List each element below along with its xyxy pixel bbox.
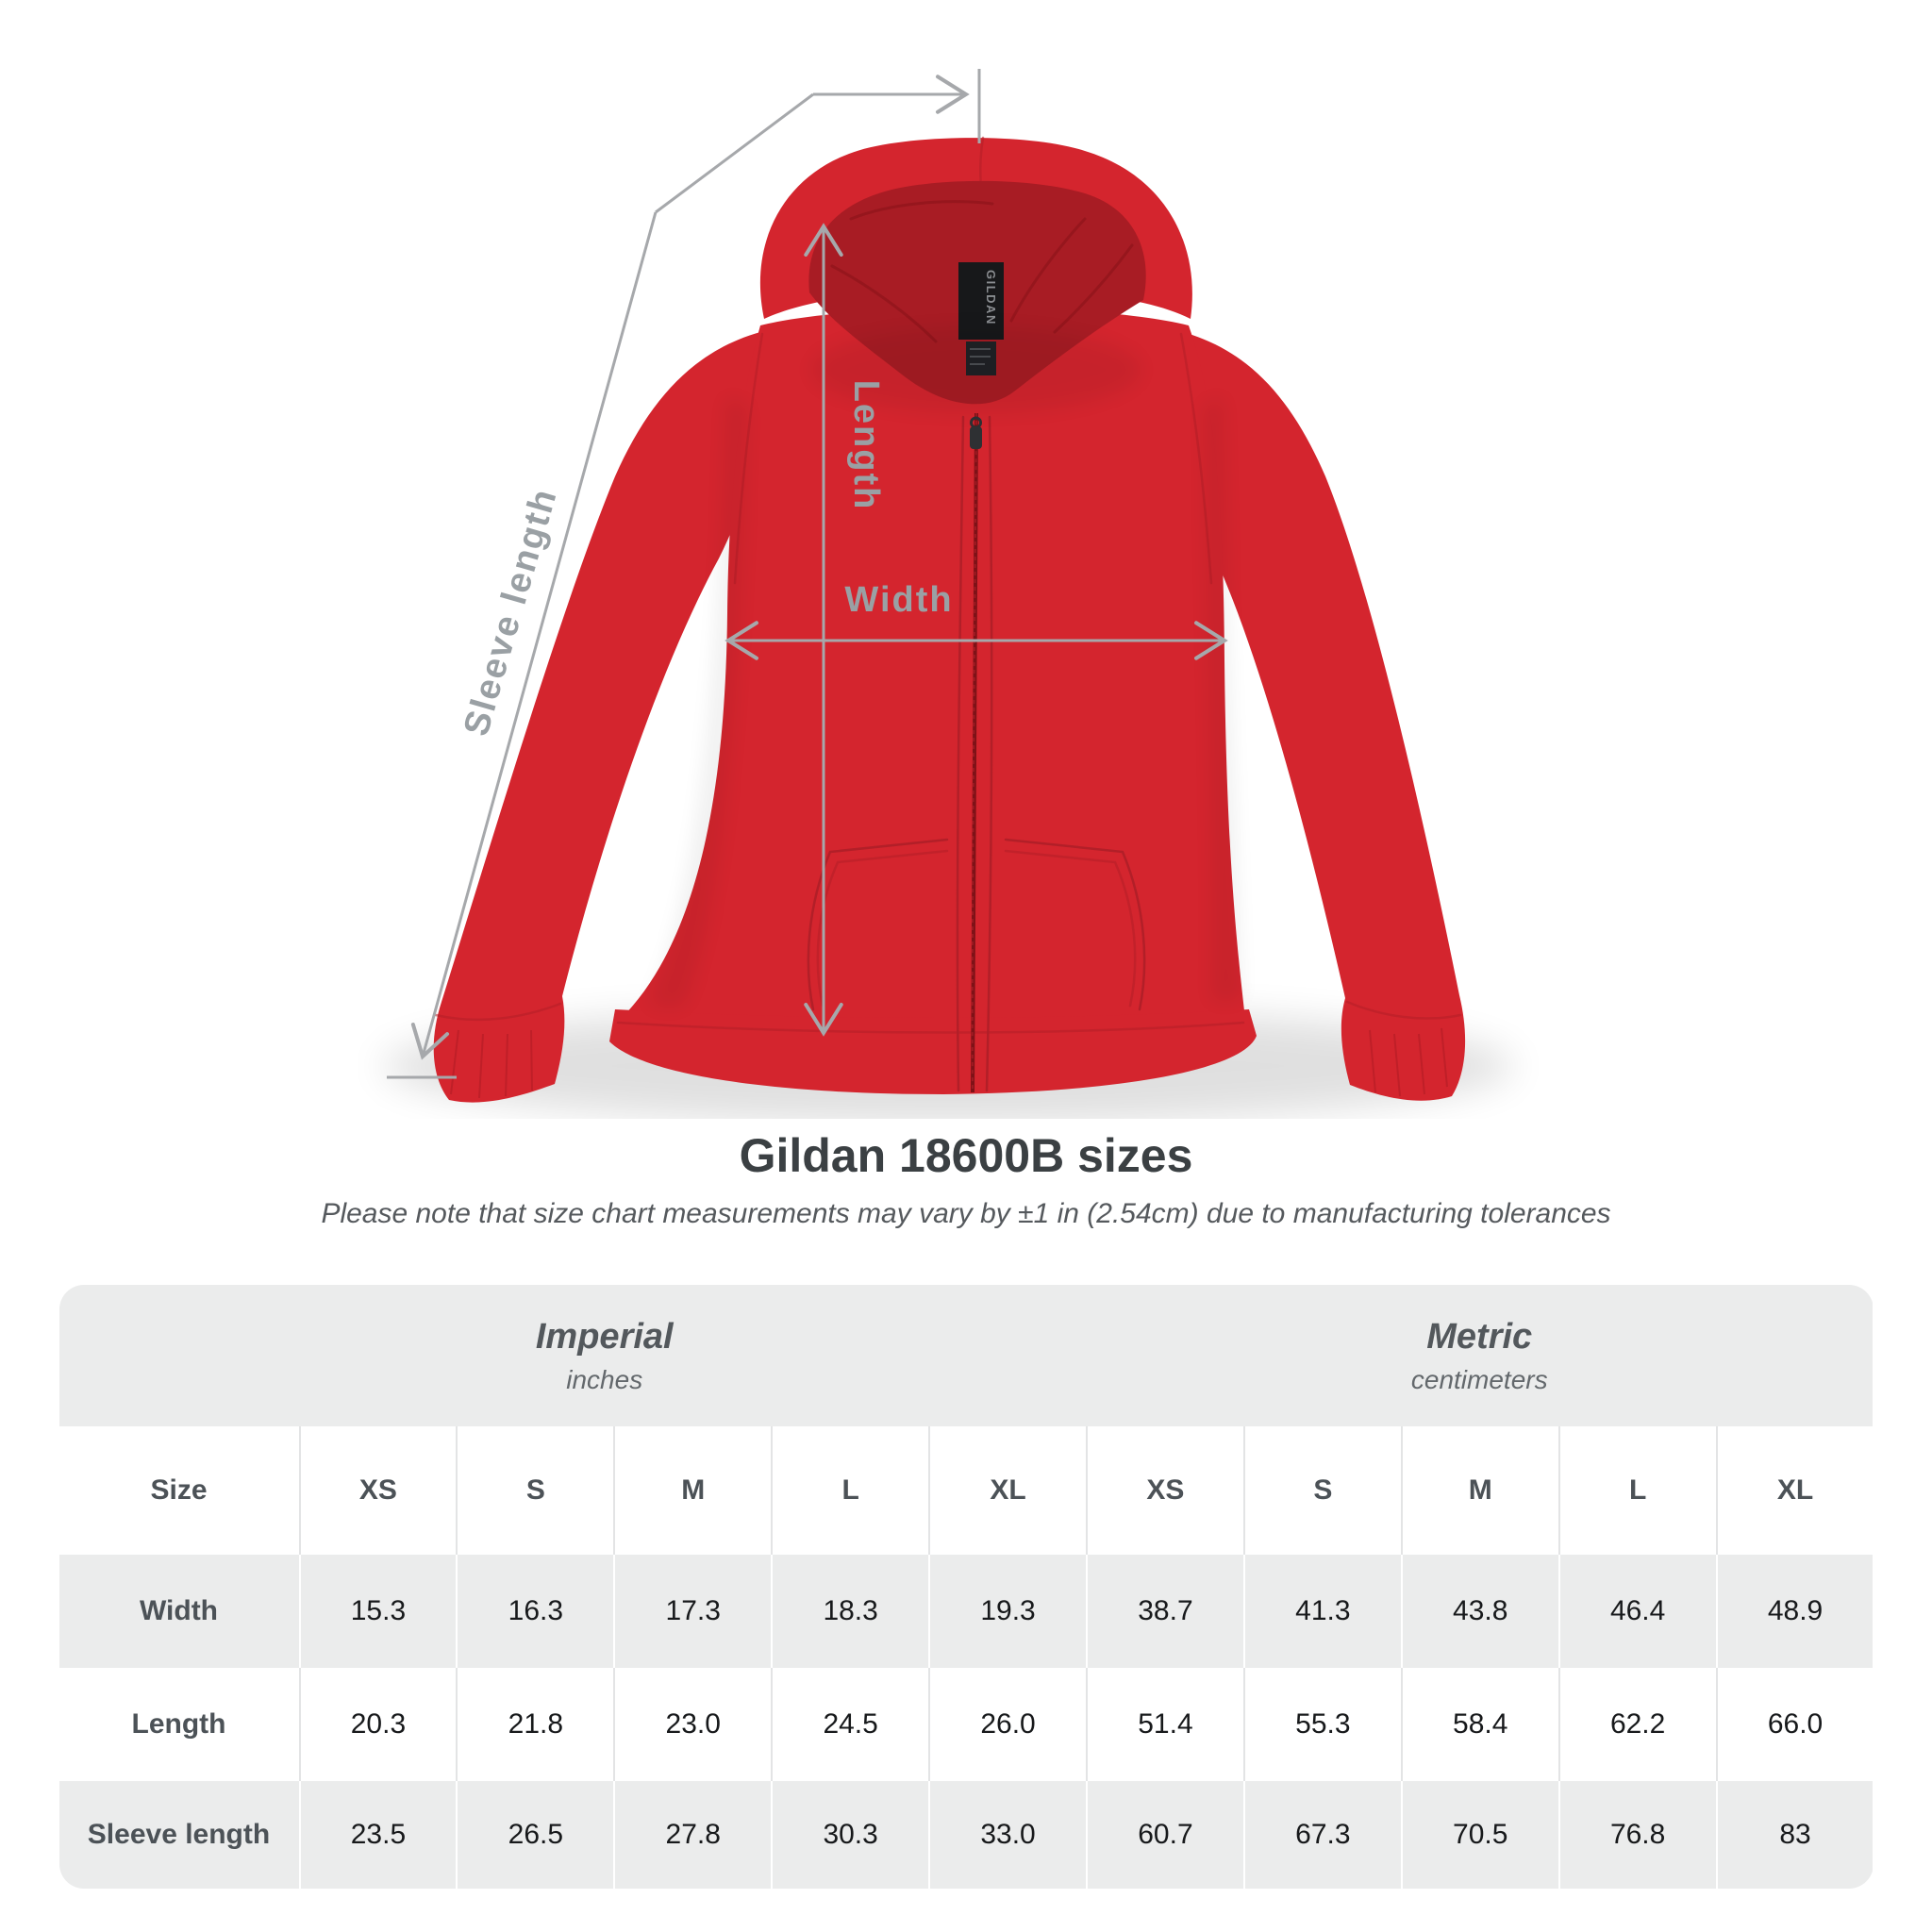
imperial-unit: inches [566,1364,643,1394]
neck-tag-brand: GILDAN [984,270,998,325]
size-header-metric-xs: XS [1086,1426,1243,1555]
sleeve-metric-m: 70.5 [1401,1781,1558,1889]
width-metric-xl: 48.9 [1716,1555,1874,1668]
width-metric-m: 43.8 [1401,1555,1558,1668]
metric-group-header [1086,1285,1874,1426]
sleeve-metric-s: 67.3 [1243,1781,1401,1889]
width-imperial-xl: 19.3 [928,1555,1086,1668]
sleeve-imperial-l: 30.3 [771,1781,928,1889]
row-label-sleeve-length: Sleeve length [59,1781,299,1889]
length-imperial-xl: 26.0 [928,1668,1086,1781]
width-metric-l: 46.4 [1558,1555,1716,1668]
width-metric-s: 41.3 [1243,1555,1401,1668]
width-imperial-s: 16.3 [456,1555,613,1668]
sleeve-imperial-m: 27.8 [613,1781,771,1889]
hoodie-garment [434,138,1465,1103]
size-header-imperial-xl: XL [928,1426,1086,1555]
metric-label: Metric [1426,1316,1533,1357]
length-imperial-m: 23.0 [613,1668,771,1781]
width-metric-xs: 38.7 [1086,1555,1243,1668]
sleeve-length-label: Sleeve length [456,483,565,741]
size-chart-table [59,1285,1874,1889]
size-header-imperial-l: L [771,1426,928,1555]
sleeve-imperial-xs: 23.5 [299,1781,457,1889]
size-header-metric-xl: XL [1716,1426,1874,1555]
size-header-metric-m: M [1401,1426,1558,1555]
page-title: Gildan 18600B sizes [739,1129,1193,1182]
sleeve-imperial-s: 26.5 [456,1781,613,1889]
row-label-width: Width [59,1555,299,1668]
width-imperial-xs: 15.3 [299,1555,457,1668]
length-metric-xl: 66.0 [1716,1668,1874,1781]
size-header-metric-s: S [1243,1426,1401,1555]
sleeve-imperial-xl: 33.0 [928,1781,1086,1889]
length-metric-s: 55.3 [1243,1668,1401,1781]
size-header-imperial-s: S [456,1426,613,1555]
width-label: Width [844,580,954,620]
length-metric-xs: 51.4 [1086,1668,1243,1781]
width-imperial-l: 18.3 [771,1555,928,1668]
length-imperial-l: 24.5 [771,1668,928,1781]
length-metric-m: 58.4 [1401,1668,1558,1781]
imperial-label: Imperial [535,1316,674,1357]
sleeve-metric-xs: 60.7 [1086,1781,1243,1889]
page-subtitle: Please note that size chart measurements may vary by ±1 in (2.54cm) due to manufacturing tolerances [321,1198,1611,1229]
length-imperial-xs: 20.3 [299,1668,457,1781]
size-header-metric-l: L [1558,1426,1716,1555]
imperial-group-header [59,1285,1086,1426]
sleeve-elbow-segment [656,94,813,212]
size-header-imperial-m: M [613,1426,771,1555]
size-header-imperial-xs: XS [299,1426,457,1555]
metric-unit: centimeters [1410,1364,1548,1394]
sleeve-metric-xl: 83 [1716,1781,1874,1889]
row-label-length: Length [131,1708,226,1740]
length-imperial-s: 21.8 [456,1668,613,1781]
width-imperial-m: 17.3 [613,1555,771,1668]
length-label: Length [846,379,886,511]
zipper-pull [970,426,982,449]
sleeve-metric-l: 76.8 [1558,1781,1716,1889]
length-metric-l: 62.2 [1558,1668,1716,1781]
size-column-header: Size [150,1474,208,1506]
